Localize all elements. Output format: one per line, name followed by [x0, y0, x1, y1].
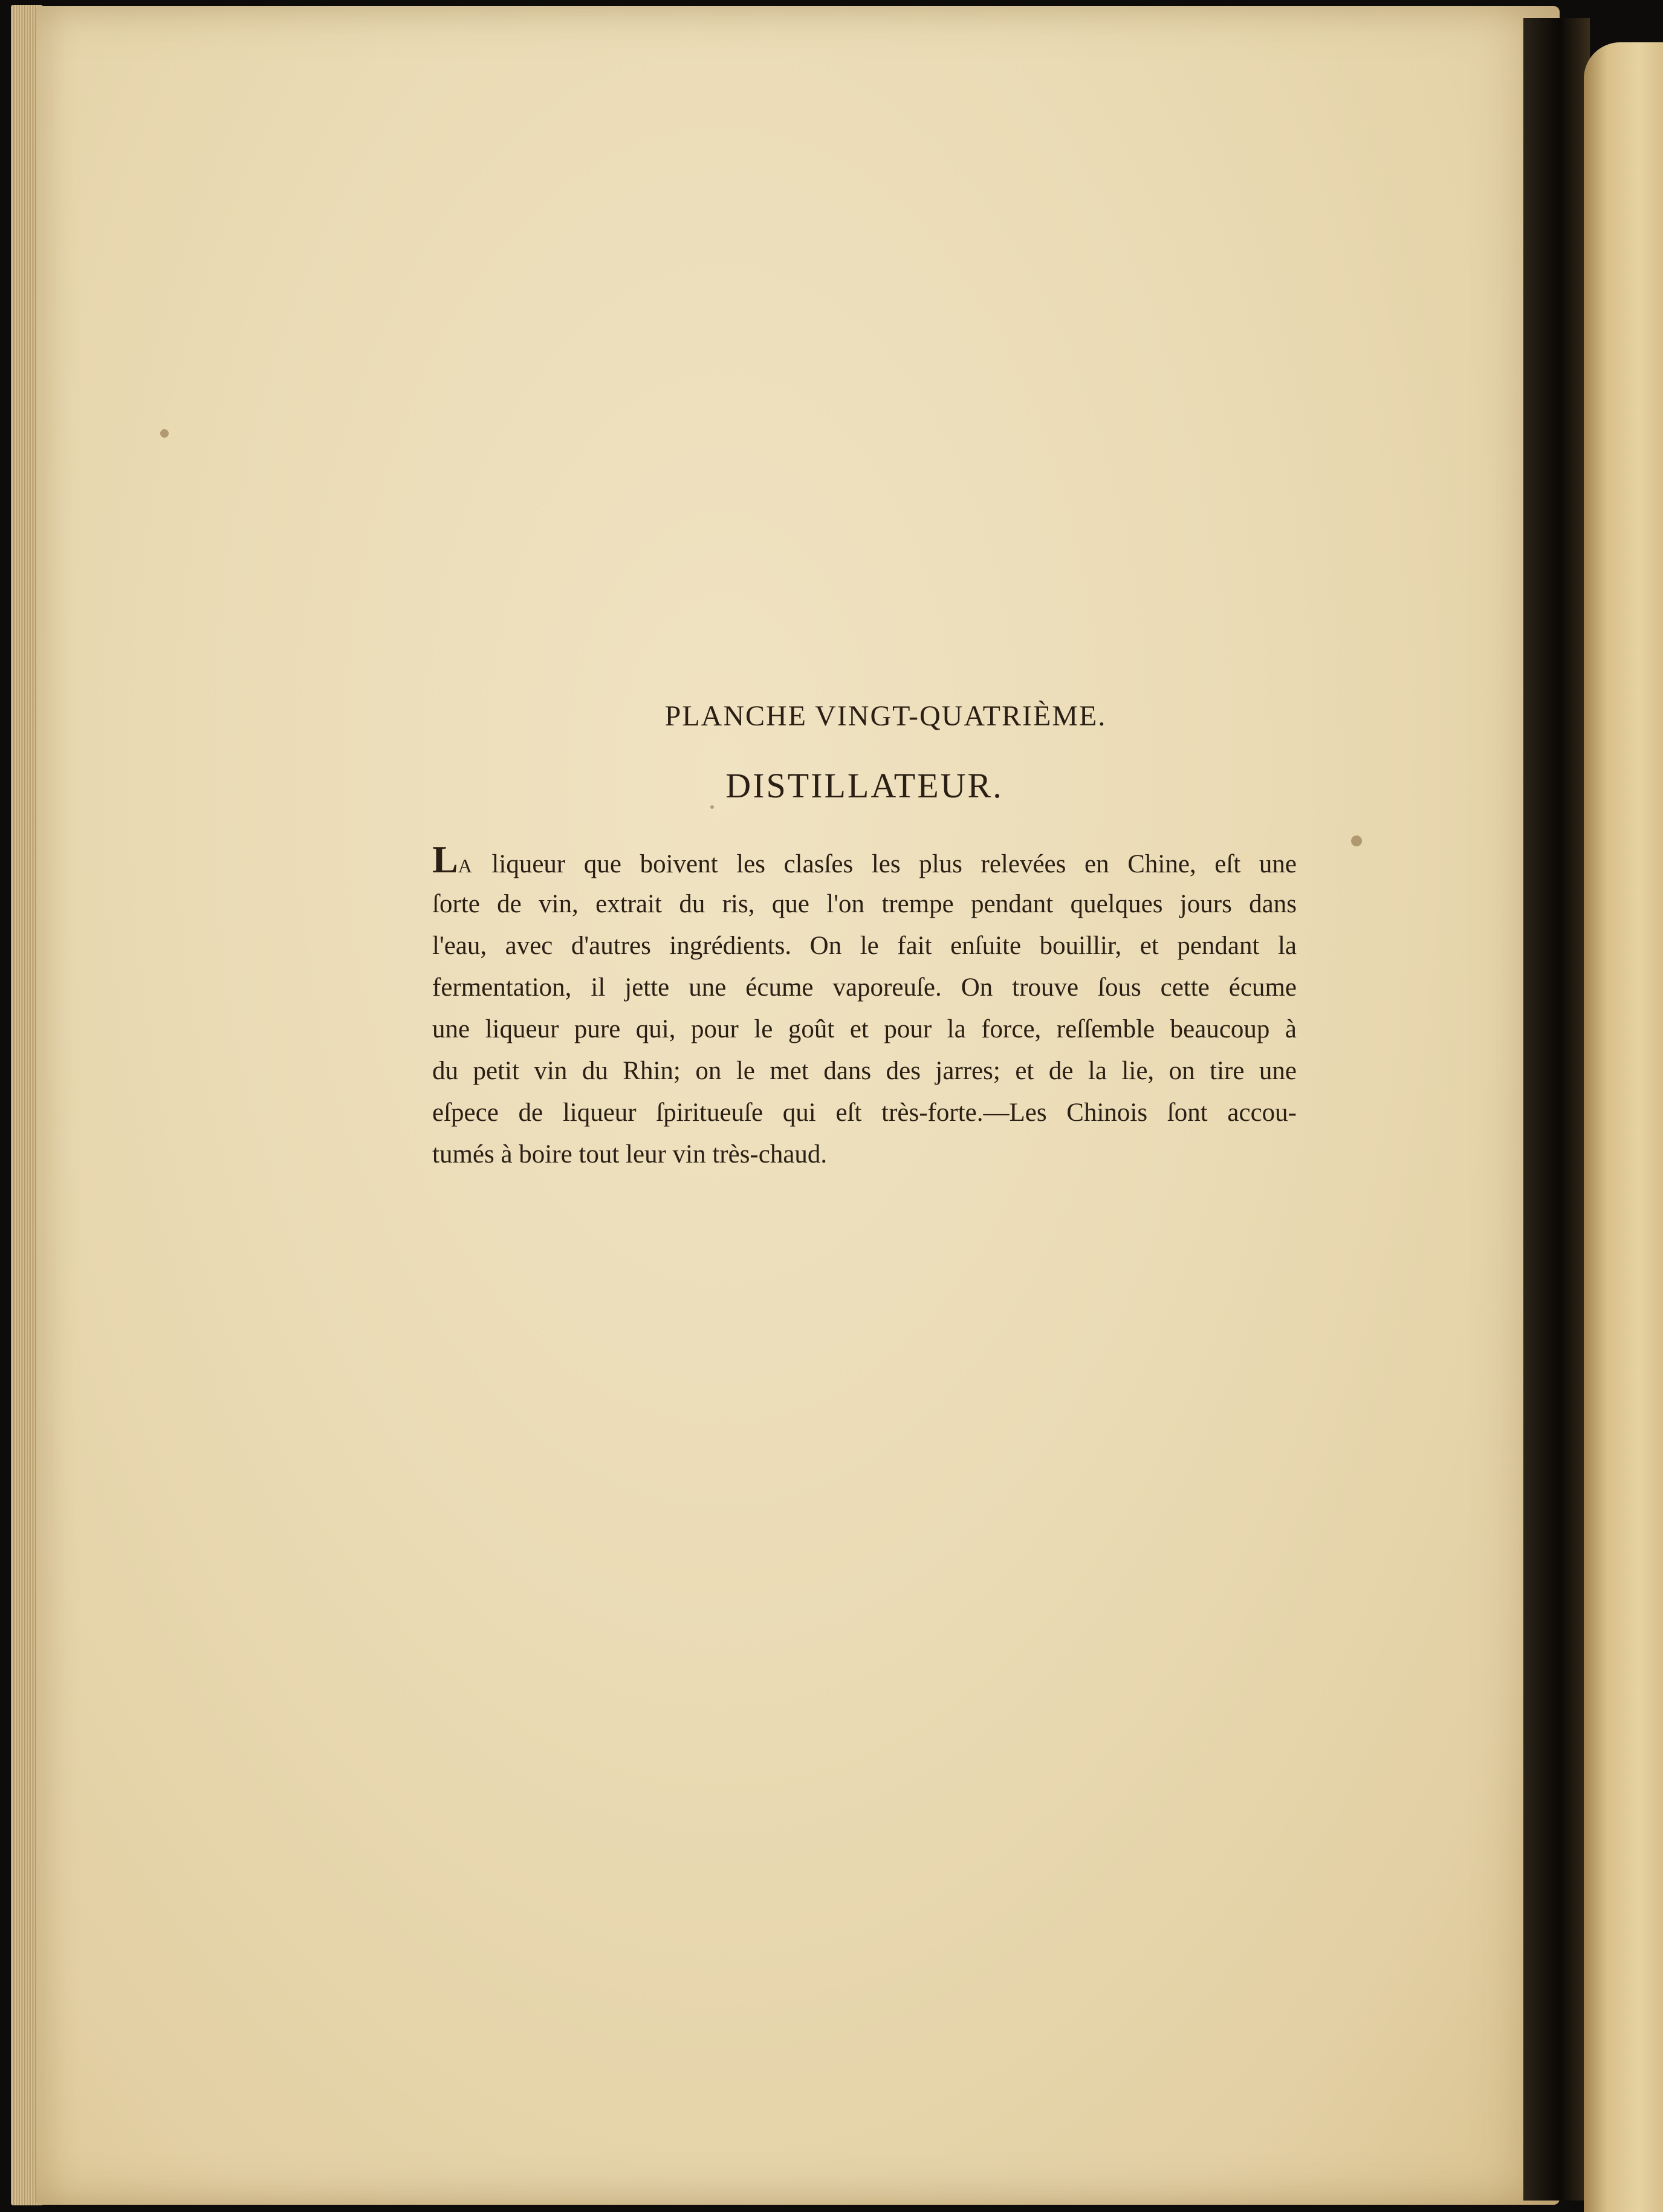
page-title: DISTILLATEUR. — [725, 766, 1003, 805]
paragraph-line: une liqueur pure qui, pour le goût et pour la force, reſſemble beaucoup à — [432, 1015, 1297, 1043]
paragraph-line — [432, 838, 1297, 883]
foxing-spot — [1351, 835, 1362, 846]
facing-page-edge — [1584, 42, 1663, 2212]
body-paragraph — [432, 838, 1297, 1175]
paragraph-line: fermentation, il jette une écume vaporeuſe. On trouve ſous cette écume — [432, 973, 1297, 1002]
foxing-spot — [160, 429, 169, 438]
paragraph-line: l'eau, avec d'autres ingrédients. On le fait enſuite bouillir, et pendant la — [432, 932, 1297, 960]
paragraph-line: eſpece de liqueur ſpiritueuſe qui eſt très-forte.—Les Chinois ſont accou- — [432, 1098, 1297, 1127]
small-cap: A — [458, 855, 473, 877]
book-gutter — [1523, 18, 1590, 2201]
text-block — [432, 695, 1297, 1175]
plate-heading: PLANCHE VINGT-QUATRIÈME. — [664, 700, 1107, 732]
paragraph-line: ſorte de vin, extrait du ris, que l'on trempe pendant quelques jours dans — [432, 890, 1297, 918]
paragraph-line: du petit vin du Rhin; on le met dans des jarres; et de la lie, on tire une — [432, 1057, 1297, 1085]
drop-cap: L — [432, 838, 458, 881]
paragraph-line: tumés à boire tout leur vin très-chaud. — [432, 1140, 828, 1169]
line-text: liqueur que boivent les clasſes les plus relevées en Chine, eſt une — [473, 850, 1297, 878]
